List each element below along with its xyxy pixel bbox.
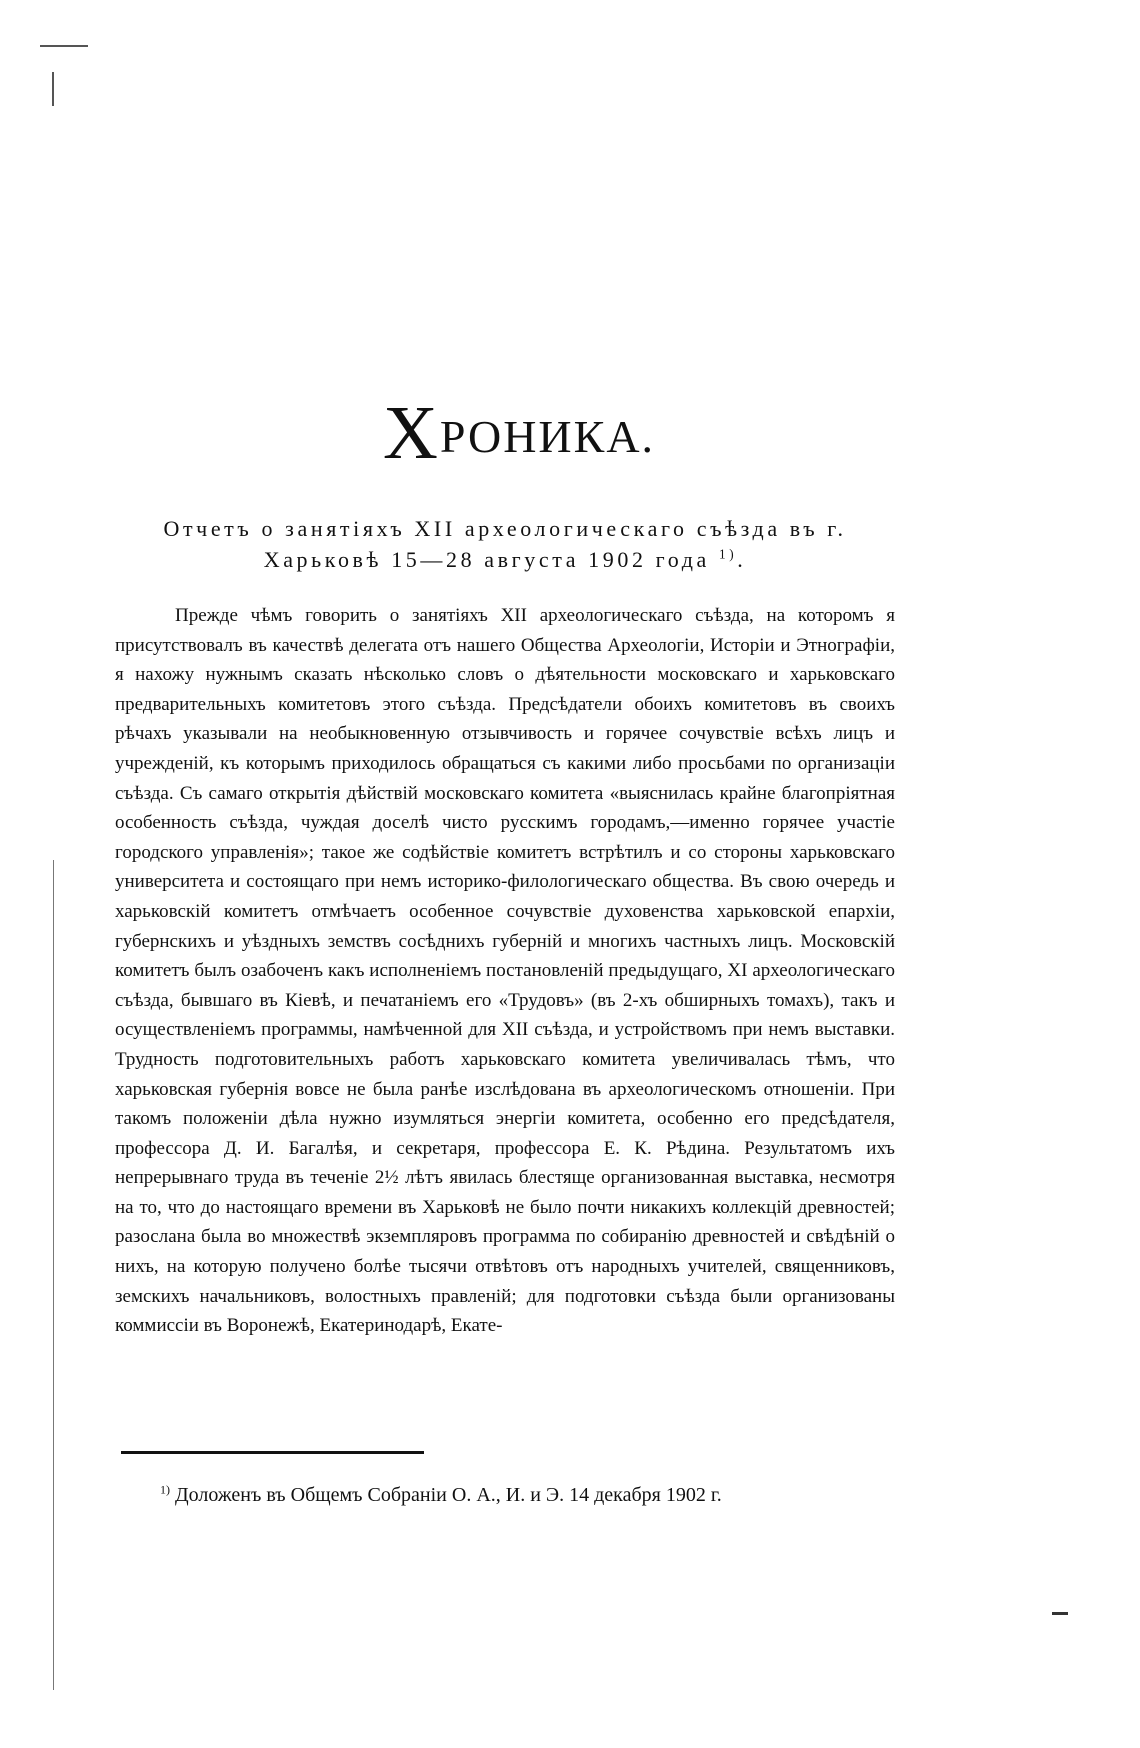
footnote-text: Доложенъ въ Общемъ Собраніи О. А., И. и Э. 14 декабря 1902 г.: [175, 1484, 722, 1506]
scan-edge-mark: [52, 72, 54, 106]
scan-edge-mark: [1052, 1612, 1068, 1615]
page-content: [115, 391, 895, 1341]
subtitle-footnote-marker: 1): [719, 546, 738, 562]
report-subtitle: [115, 513, 895, 575]
scan-edge-mark: [40, 45, 88, 47]
subtitle-line-1: Отчетъ о занятіяхъ XII археологическаго съѣзда въ г.: [163, 516, 847, 541]
subtitle-line-2-text: Харьковѣ 15—28 августа 1902 года: [263, 547, 710, 572]
subtitle-line-2: Харьковѣ 15—28 августа 1902 года $^{1)}$.: [263, 546, 747, 572]
footnote-divider: [121, 1451, 424, 1454]
body-paragraph: Прежде чѣмъ говорить о занятіяхъ XII археологическаго съѣзда, на которомъ я присутствовалъ въ качествѣ делегата отъ нашего Общества Археологіи, Исторіи и Этнографіи, я нахожу нужнымъ сказать нѣсколько словъ о дѣятельности московскаго и харьковскаго предварительныхъ комитетовъ этого съѣзда. Предсѣдатели обоихъ комитетовъ въ своихъ рѣчахъ указывали на необыкновенную отзывчивость и горячее сочувствіе всѣхъ лицъ и учрежденій, къ которымъ приходилось обращаться съ какими либо просьбами по организаціи съѣзда. Съ самаго открытія дѣйствій московскаго комитета «выяснилась крайне благопріятная особенность съѣзда, чуждая доселѣ чисто русскимъ городамъ,—именно горячее участіе городского управленія»; такое же содѣйствіе комитетъ встрѣтилъ и со стороны харьковскаго университета и состоящаго при немъ историко-филологическаго общества. Въ свою очередь и харьковскій комитетъ отмѣчаетъ особенное сочувствіе духовенства харьковской епархіи, губернскихъ и уѣздныхъ земствъ сосѣднихъ губерній и многихъ частныхъ лицъ. Московскій комитетъ былъ озабоченъ какъ исполненіемъ постановленій предыдущаго, XI археологическаго съѣзда, бывшаго въ Кіевѣ, и печатаніемъ его «Трудовъ» (въ 2-хъ обширныхъ томахъ), такъ и осуществленіемъ программы, намѣченной для XII съѣзда, и устройствомъ при немъ выставки. Трудность подготовительныхъ работъ харьковскаго комитета увеличивалась тѣмъ, что харьковская губернія вовсе не была ранѣе изслѣдована въ археологическомъ отношеніи. При такомъ положеніи дѣла нужно изумляться энергіи комитета, особенно его предсѣдателя, профессора Д. И. Багалѣя, и секретаря, профессора Е. К. Рѣдина. Результатомъ ихъ непрерывнаго труда въ теченіе 2½ лѣтъ явилась блестяще организованная выставка, несмотря на то, что до настоящаго времени въ Харьковѣ не было почти никакихъ коллекцій древностей; разослана была во множествѣ экземпляровъ программа по собиранію древностей и свѣдѣній о нихъ, на которую получено болѣе тысячи отвѣтовъ отъ народныхъ учителей, священниковъ, земскихъ начальниковъ, волостныхъ правленій; для подготовки съѣзда были организованы коммиссіи въ Воронежѣ, Екатеринодарѣ, Екате-: [115, 605, 895, 1337]
section-title-rest: РОНИКА.: [439, 411, 656, 462]
footnote: [160, 1480, 900, 1510]
footnote-marker: 1): [160, 1482, 170, 1497]
scan-margin-line: [53, 860, 54, 1690]
section-title-initial: Х: [382, 391, 440, 475]
section-title: [115, 391, 895, 475]
